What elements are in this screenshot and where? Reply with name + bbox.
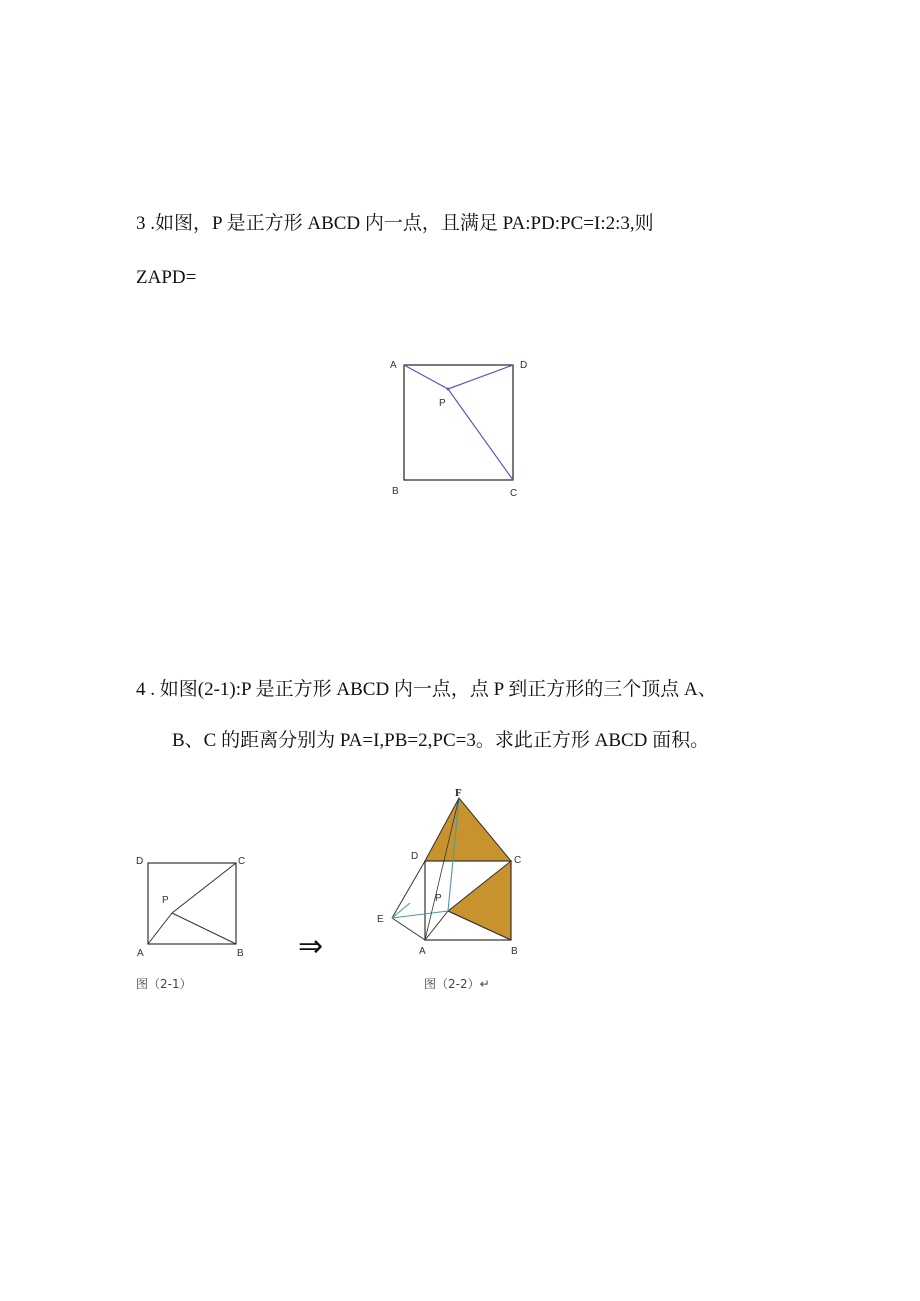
segment-ea bbox=[392, 918, 425, 940]
problem3-line2: ZAPD= bbox=[136, 267, 197, 288]
label-b: B bbox=[511, 946, 518, 957]
implies-arrow: ⇒ bbox=[298, 929, 324, 964]
label-p: P bbox=[162, 895, 169, 906]
triangle-pcb bbox=[448, 861, 511, 940]
figure-2-2 bbox=[370, 785, 530, 965]
segment-pa bbox=[404, 365, 448, 389]
segment-pd bbox=[448, 365, 513, 389]
problem4-line1: 4 . 如图(2-1):P 是正方形 ABCD 内一点，点 P 到正方形的三个顶点 A、 bbox=[136, 679, 717, 700]
triangle-dfc bbox=[425, 798, 511, 861]
label-e: E bbox=[377, 914, 384, 925]
segment-pb bbox=[172, 913, 236, 944]
square-abcd bbox=[404, 365, 513, 480]
problem3-figure bbox=[380, 350, 540, 510]
segment-pc bbox=[448, 389, 513, 480]
segment-ed bbox=[392, 861, 425, 918]
label-c: C bbox=[510, 488, 518, 499]
label-b: B bbox=[237, 948, 244, 959]
label-b: B bbox=[392, 486, 399, 497]
label-p: P bbox=[435, 893, 442, 904]
label-d: D bbox=[520, 360, 528, 371]
segment-pc bbox=[172, 863, 236, 913]
label-a: A bbox=[390, 360, 397, 371]
segment-ep bbox=[392, 911, 448, 918]
label-d: D bbox=[136, 856, 144, 867]
label-a: A bbox=[137, 948, 144, 959]
label-c: C bbox=[514, 855, 522, 866]
point-p bbox=[447, 388, 450, 391]
figure-2-2-caption: 图（2-2）↵ bbox=[424, 977, 490, 991]
figure-2-1 bbox=[130, 850, 260, 965]
label-f: F bbox=[455, 787, 462, 799]
label-c: C bbox=[238, 856, 246, 867]
label-a: A bbox=[419, 946, 426, 957]
segment-pa bbox=[148, 913, 172, 944]
label-p: P bbox=[439, 398, 446, 409]
figure-2-1-caption: 图（2-1） bbox=[136, 977, 192, 991]
label-d: D bbox=[411, 851, 419, 862]
problem4-line2: B、C 的距离分别为 PA=I,PB=2,PC=3。求此正方形 ABCD 面积。 bbox=[172, 730, 710, 751]
problem3-line1: 3 .如图，P 是正方形 ABCD 内一点，且满足 PA:PD:PC=I:2:3,则 bbox=[136, 213, 654, 234]
